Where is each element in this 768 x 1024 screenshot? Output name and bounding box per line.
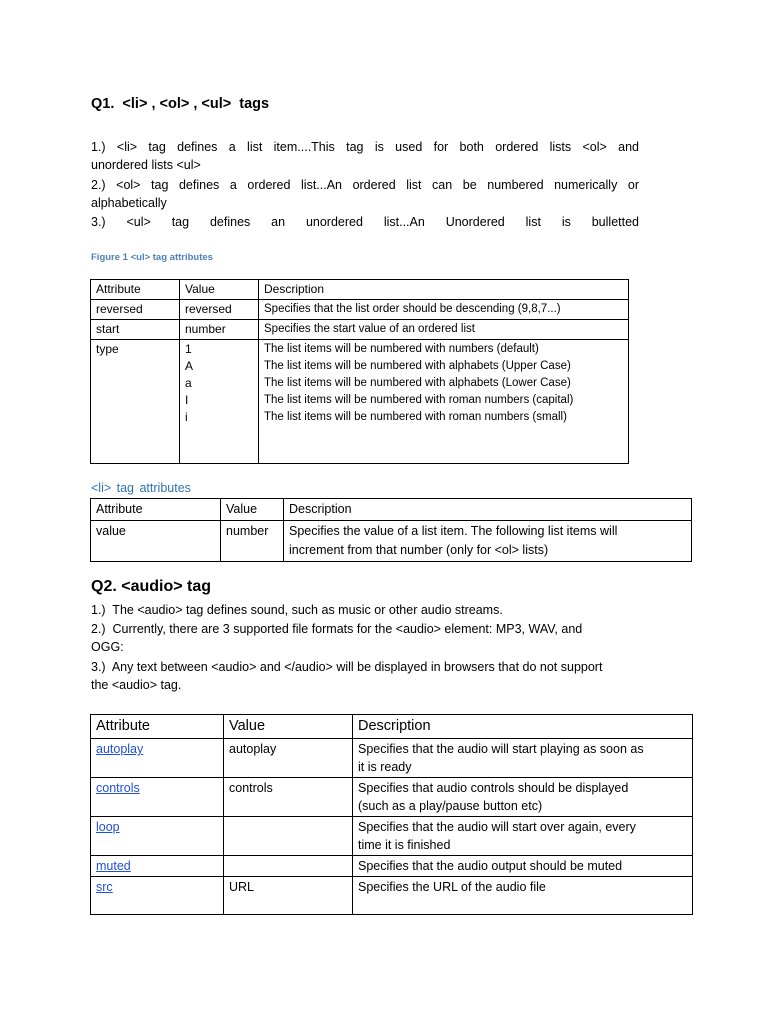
header-description: Description [259, 280, 629, 300]
description-cell [353, 877, 693, 915]
controls-link[interactable]: controls [96, 781, 140, 795]
q1-heading: Q1. <li> , <ol> , <ul> tags [91, 96, 270, 112]
table-row-controls [91, 778, 693, 817]
type-values-cell [180, 340, 259, 464]
q2-point-3-line2: the <audio> tag. [91, 678, 182, 692]
q2-point-2-line1: 2.) Currently, there are 3 supported file formats for the <audio> element: MP3, WAV, and [91, 622, 583, 636]
description-line: Specifies that the audio output should be muted [358, 859, 623, 873]
description-cell: Specifies the start value of an ordered list [259, 320, 629, 340]
description-cell: Specifies that the list order should be descending (9,8,7...) [259, 300, 629, 320]
attribute-cell [91, 856, 224, 877]
q1-point-1-line1: 1.) <li> tag defines a list item....This tag is used for both ordered lists <ol> and [91, 140, 639, 154]
description-line: Specifies that the audio will start over again, every [358, 820, 636, 834]
value-cell: autoplay [224, 739, 353, 778]
header-attribute: Attribute [91, 715, 224, 739]
q2-point-2 [91, 620, 691, 656]
q2-point-1-line1: 1.) The <audio> tag defines sound, such as music or other audio streams. [91, 603, 503, 617]
header-value: Value [180, 280, 259, 300]
src-link[interactable]: src [96, 880, 113, 894]
attribute-cell [91, 817, 224, 856]
header-description: Description [353, 715, 693, 739]
value-cell: number [180, 320, 259, 340]
header-description: Description [284, 499, 692, 521]
q1-point-1-line2: unordered lists <ul> [91, 158, 201, 172]
q2-heading: Q2. <audio> tag [91, 578, 212, 595]
q1-point-3 [91, 213, 639, 231]
q1-point-1 [91, 138, 639, 174]
description-line: Specifies the value of a list item. The following list items will [289, 524, 618, 538]
figure-caption: Figure 1 <ul> tag attributes [91, 252, 213, 263]
description-cell [353, 856, 693, 877]
type-value: i [185, 410, 188, 424]
value-cell: number [221, 521, 284, 562]
loop-link[interactable]: loop [96, 820, 120, 834]
description-line: (such as a play/pause button etc) [358, 799, 543, 813]
attribute-cell: start [91, 320, 180, 340]
li-attributes-table [90, 498, 692, 562]
table-row [91, 300, 629, 320]
attribute-cell [91, 739, 224, 778]
muted-link[interactable]: muted [96, 859, 131, 873]
header-value: Value [224, 715, 353, 739]
table-header-row [91, 715, 693, 739]
type-description: The list items will be numbered with numbers (default) [264, 343, 539, 355]
description-cell [353, 739, 693, 778]
description-cell [353, 778, 693, 817]
table-row-src [91, 877, 693, 915]
q2-point-1 [91, 601, 691, 619]
autoplay-link[interactable]: autoplay [96, 742, 144, 756]
value-cell: URL [224, 877, 353, 915]
header-attribute: Attribute [91, 499, 221, 521]
type-value: a [185, 376, 192, 390]
table-row [91, 521, 692, 562]
type-value: A [185, 359, 194, 373]
li-caption: <li> tag attributes [91, 481, 191, 495]
q2-point-2-line2: OGG: [91, 640, 124, 654]
q2-point-3 [91, 658, 691, 694]
type-description: The list items will be numbered with roman numbers (capital) [264, 394, 574, 406]
table-header-row [91, 280, 629, 300]
header-attribute: Attribute [91, 280, 180, 300]
description-line: it is ready [358, 760, 412, 774]
table-row-autoplay [91, 739, 693, 778]
type-description: The list items will be numbered with roman numbers (small) [264, 411, 567, 423]
type-value: I [185, 393, 189, 407]
attribute-cell [91, 877, 224, 915]
description-cell [353, 817, 693, 856]
table-row-loop [91, 817, 693, 856]
ul-attributes-table [90, 279, 629, 464]
description-line: Specifies that the audio will start playing as soon as [358, 742, 644, 756]
attribute-cell: value [91, 521, 221, 562]
description-line: time it is finished [358, 838, 451, 852]
value-cell [224, 817, 353, 856]
table-header-row [91, 499, 692, 521]
type-descriptions-cell [259, 340, 629, 464]
q1-point-3-line1: 3.) <ul> tag defines an unordered list...An Unordered list is bulletted [91, 215, 639, 229]
type-description: The list items will be numbered with alphabets (Upper Case) [264, 360, 571, 372]
type-value: 1 [185, 342, 192, 356]
q1-point-2 [91, 176, 639, 212]
audio-attributes-table [90, 714, 693, 915]
value-cell: reversed [180, 300, 259, 320]
description-cell [284, 521, 692, 562]
description-line: Specifies the URL of the audio file [358, 880, 546, 894]
value-cell: controls [224, 778, 353, 817]
description-line: increment from that number (only for <ol> lists) [289, 543, 549, 557]
q1-point-2-line1: 2.) <ol> tag defines a ordered list...An ordered list can be numbered numerically or [91, 178, 639, 192]
attribute-cell: reversed [91, 300, 180, 320]
q2-point-3-line1: 3.) Any text between <audio> and </audio> will be displayed in browsers that do not support [91, 660, 603, 674]
table-row-muted [91, 856, 693, 877]
value-cell [224, 856, 353, 877]
table-row [91, 320, 629, 340]
type-description: The list items will be numbered with alphabets (Lower Case) [264, 377, 571, 389]
description-line: Specifies that audio controls should be displayed [358, 781, 629, 795]
table-row-type [91, 340, 629, 464]
header-value: Value [221, 499, 284, 521]
q1-point-2-line2: alphabetically [91, 196, 167, 210]
attribute-cell [91, 778, 224, 817]
attribute-cell: type [91, 340, 180, 464]
